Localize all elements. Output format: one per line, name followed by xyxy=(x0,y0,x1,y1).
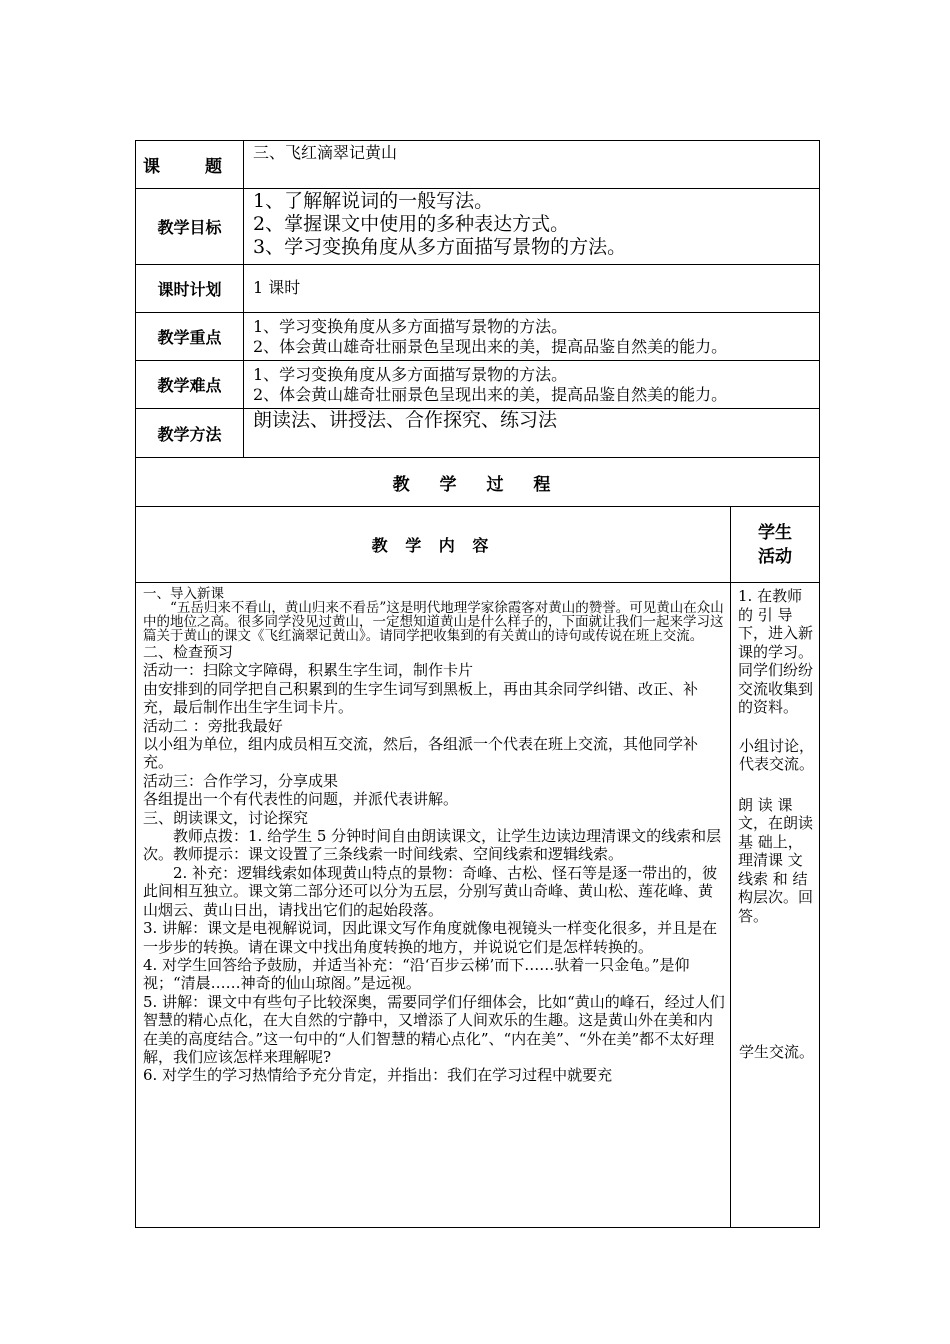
activity2-title: 活动二 ：旁批我最好 xyxy=(143,716,283,735)
activity2-text: 以小组为单位，组内成员相互交流，然后，各组派一个代表在班上交流，其他同学补充。 xyxy=(143,735,699,772)
student-activity-1: 1. 在教师的 引 导下，进入新课的学习。同学们纷纷交流收集到的资料。 xyxy=(738,587,814,716)
student-activity-4: 学生交流。 xyxy=(739,1043,815,1061)
difficulties-value xyxy=(244,361,820,409)
topic-value: 三、飞红滴翠记黄山 xyxy=(244,141,820,189)
key-point-item: 1、学习变换角度从多方面描写景物的方法。 xyxy=(253,317,568,336)
key-point-item: 2、体会黄山雄奇壮丽景色呈现出来的美，提高品鉴自然美的能力。 xyxy=(253,337,728,356)
topic-row xyxy=(136,141,820,189)
step-5: 5. 讲解：课文中有些句子比较深奥，需要同学们仔细体会，比如“黄山的峰石，经过人们智慧的精心点化，在大自然的宁静中，又增添了人间欢乐的生趣。这是黄山外在美和内在美的高度结合。”这一句中的“人们智慧的精心点化”、“内在美”、“外在美”都不太好理解，我们应该怎样来理解呢? xyxy=(143,992,725,1066)
methods-row xyxy=(136,409,820,458)
activity3-text: 各组提出一个有代表性的问题，并派代表讲解。 xyxy=(143,790,459,809)
intro-text: “五岳归来不看山，黄山归来不看岳”这是明代地理学家徐霞客对黄山的赞誉。可见黄山在众山中的地位之高。很多同学没见过黄山，一定想知道黄山是什么样子的，下面就让我们一起来学习这篇关于黄山的课文《飞红滴翠记黄山》。请同学把收集到的有关黄山的诗句或传说在班上交流。 xyxy=(143,600,724,644)
schedule-value: 1 课时 xyxy=(244,265,820,313)
difficulties-row xyxy=(136,361,820,409)
step-6: 6. 对学生的学习热情给予充分肯定，并指出：我们在学习过程中就要充 xyxy=(143,1066,613,1085)
step-3: 3. 讲解：课文是电视解说词，因此课文写作角度就像电视镜头一样变化很多，并且是在一步步的转换。请在课文中找出角度转换的地方，并说说它们是怎样转换的。 xyxy=(143,919,718,956)
intro-heading: 一、导入新课 xyxy=(143,586,224,602)
activity1-title: 活动一：扫除文字障碍，积累生字生词，制作卡片 xyxy=(143,661,474,680)
schedule-label: 课时计划 xyxy=(136,265,244,313)
key-points-label: 教学重点 xyxy=(136,313,244,361)
objective-item: 2、掌握课文中使用的多种表达方式。 xyxy=(253,213,570,235)
reading-heading: 三、朗读课文，讨论探究 xyxy=(143,808,309,827)
methods-value: 朗读法、讲授法、合作探究、练习法 xyxy=(244,409,820,458)
step-2: 2. 补充：逻辑线索如体现黄山特点的景物：奇峰、古松、怪石等是逐一带出的，彼此间相互独立。课文第二部分还可以分为五层，分别写黄山奇峰、黄山松、莲花峰、黄山烟云、黄山日出，请找出它们的起始段落。 xyxy=(143,863,718,919)
lesson-plan-table xyxy=(135,140,820,1228)
student-activities xyxy=(731,583,820,1228)
step-1: 教师点拨：1. 给学生 5 分钟时间自由朗读课文，让学生边读边理清课文的线索和层次。教师提示：课文设置了三条线索一时间线索、空间线索和逻辑线索。 xyxy=(143,827,722,864)
difficulty-item: 2、体会黄山雄奇壮丽景色呈现出来的美，提高品鉴自然美的能力。 xyxy=(253,385,728,404)
preview-heading: 二、检查预习 xyxy=(143,643,234,661)
objective-item: 3、学习变换角度从多方面描写景物的方法。 xyxy=(253,236,627,258)
process-header-row xyxy=(136,507,820,583)
topic-label: 课 题 xyxy=(136,141,244,189)
objectives-value xyxy=(244,189,820,265)
student-header-line: 学生 xyxy=(758,522,792,543)
process-title: 教 学 过 程 xyxy=(136,458,820,507)
schedule-row xyxy=(136,265,820,313)
student-activity-2: 小组讨论，代表交流。 xyxy=(739,736,815,773)
objectives-row xyxy=(136,189,820,265)
objective-item: 1、了解解说词的一般写法。 xyxy=(253,190,494,212)
key-points-row xyxy=(136,313,820,361)
student-header-line: 活动 xyxy=(758,546,792,567)
process-body-row xyxy=(136,583,820,1228)
methods-label: 教学方法 xyxy=(136,409,244,458)
activity3-title: 活动三：合作学习，分享成果 xyxy=(143,771,339,790)
student-header xyxy=(731,507,820,583)
step-4: 4. 对学生回答给予鼓励，并适当补充：“沿‘百步云梯’而下……驮着一只金龟。”是仰视；“清晨……神奇的仙山琼阁。”是远视。 xyxy=(143,955,690,993)
process-title-row xyxy=(136,458,820,507)
key-points-value xyxy=(244,313,820,361)
difficulty-item: 1、学习变换角度从多方面描写景物的方法。 xyxy=(253,365,568,384)
objectives-label: 教学目标 xyxy=(136,189,244,265)
teaching-content xyxy=(136,583,731,1228)
activity1-text: 由安排到的同学把自己积累到的生字生词写到黑板上，再由其余同学纠错、改正、补充，最后制作出生字生词卡片。 xyxy=(143,679,699,717)
difficulties-label: 教学难点 xyxy=(136,361,244,409)
student-activity-3: 朗 读 课文，在朗读 基 础上，理清课 文 线索 和 结构层次。回答。 xyxy=(738,795,814,925)
content-header: 教 学 内 容 xyxy=(136,507,731,583)
